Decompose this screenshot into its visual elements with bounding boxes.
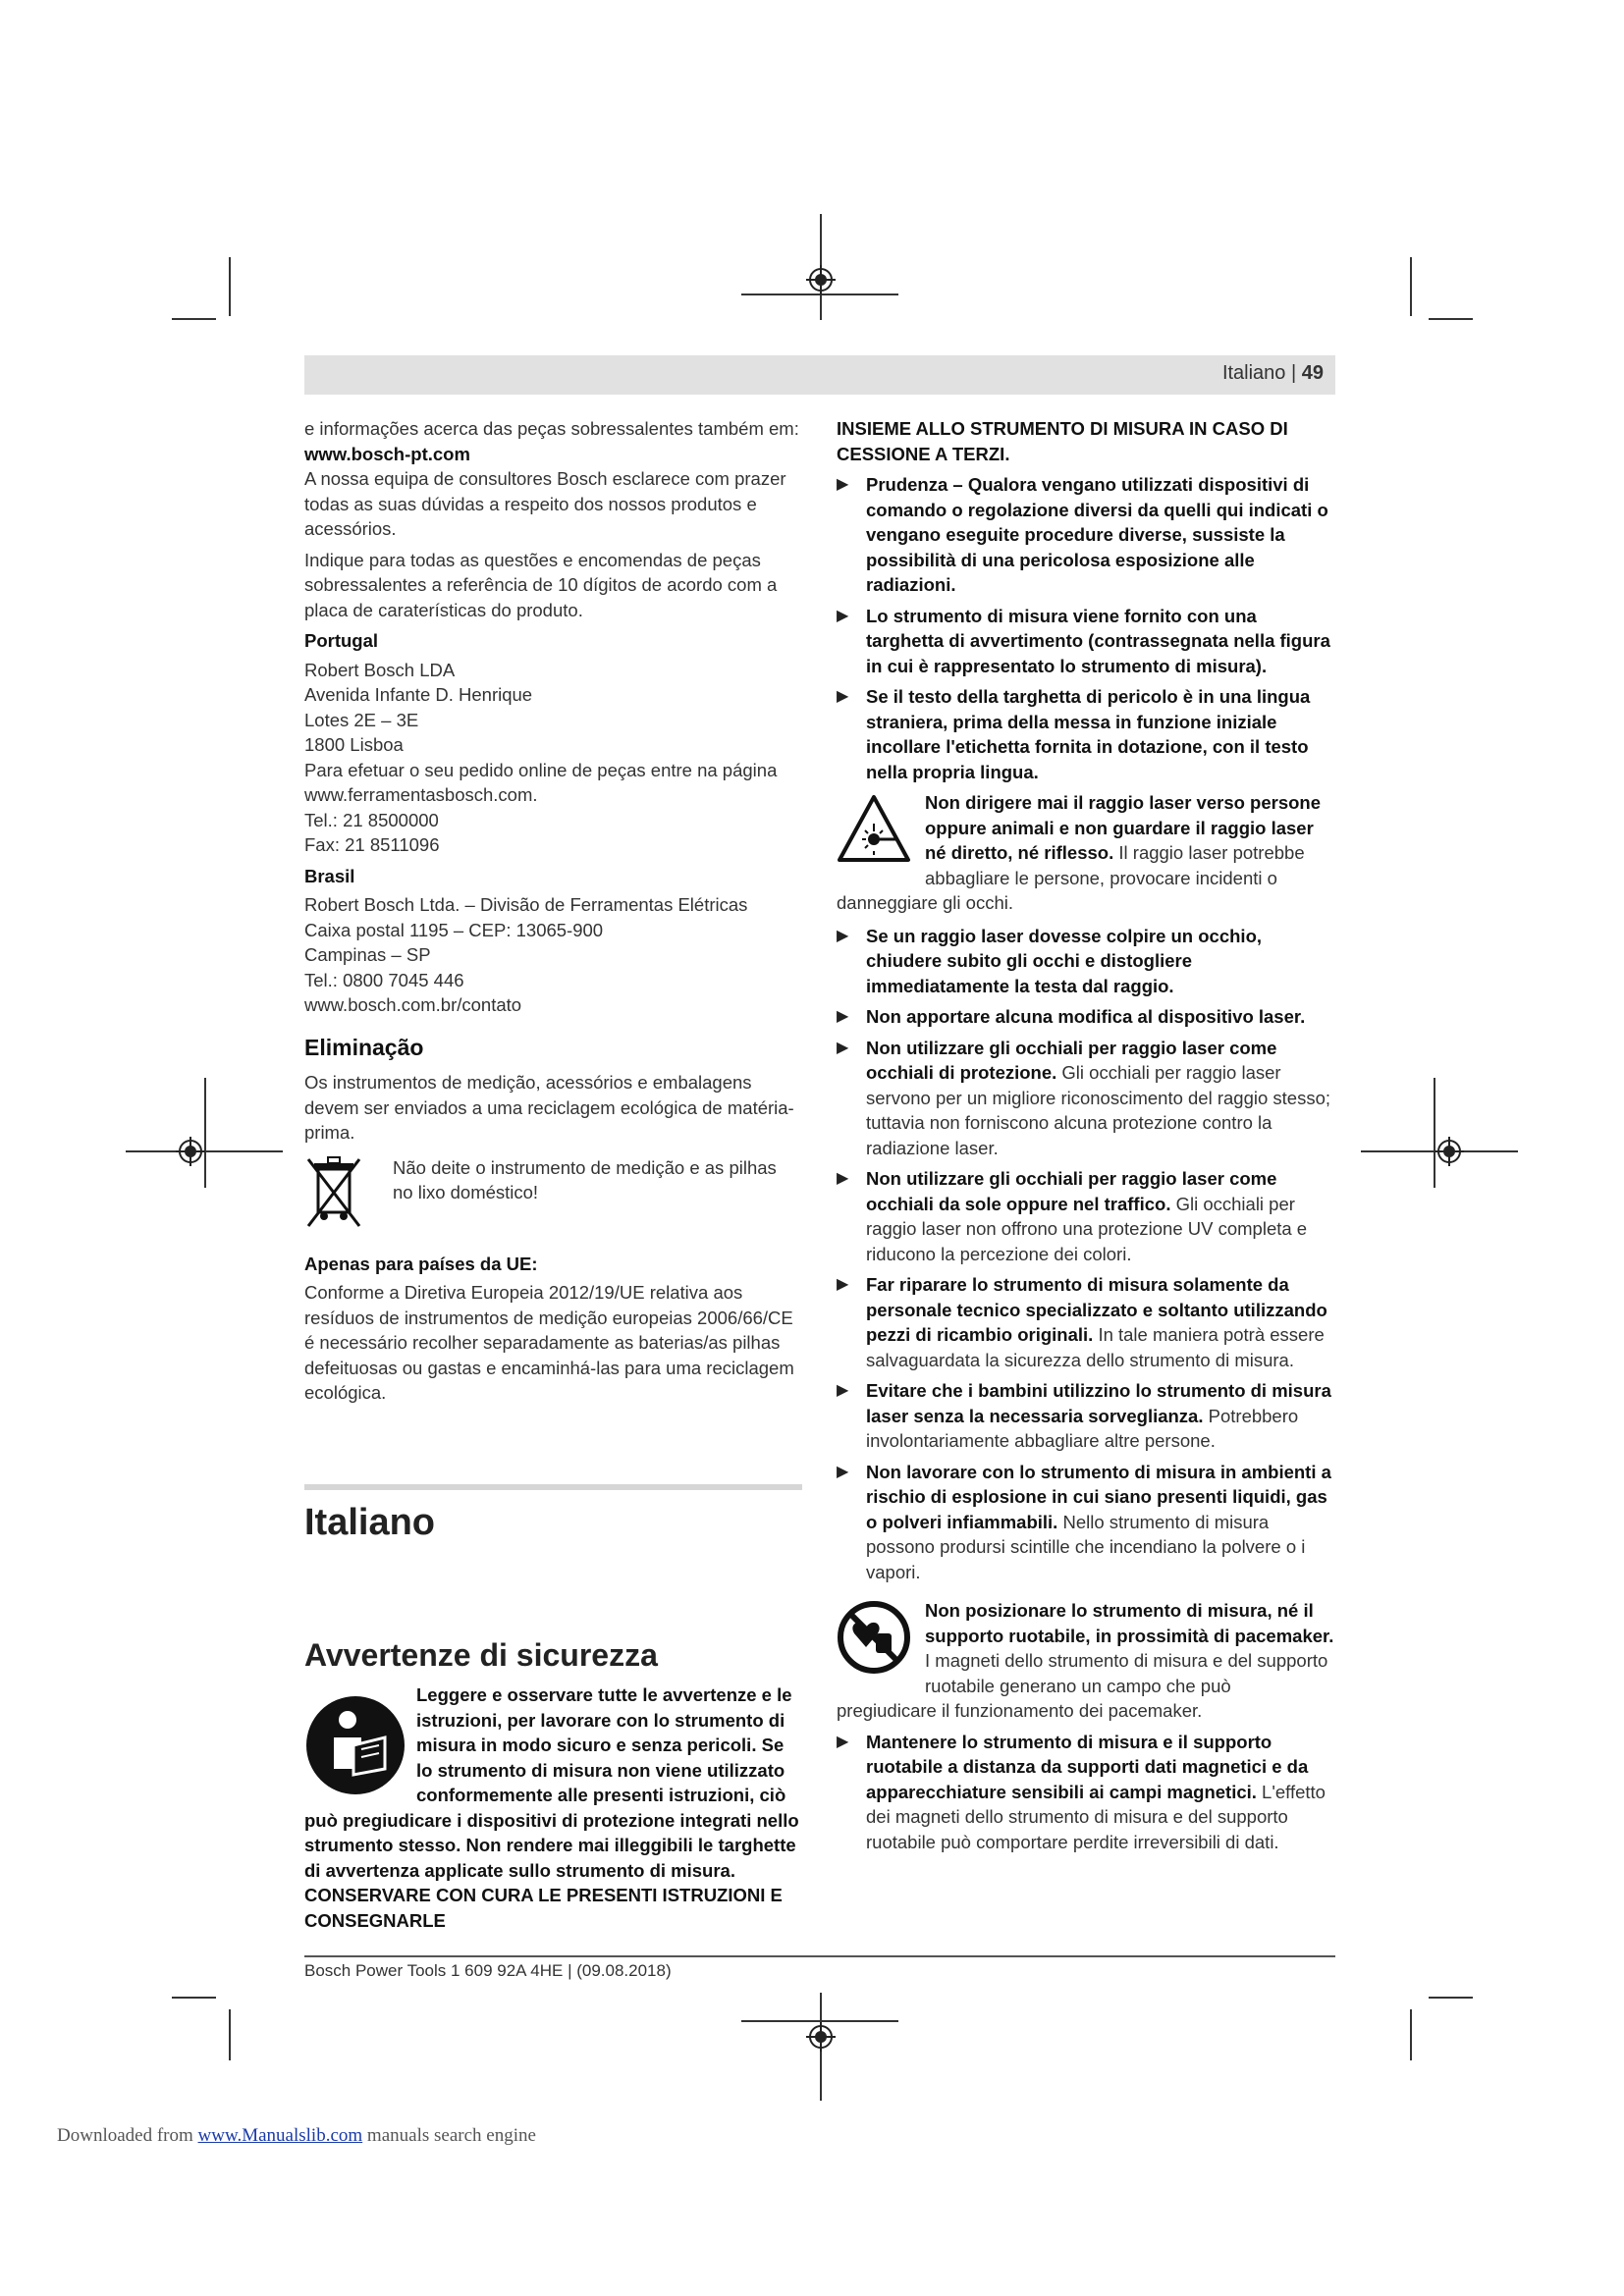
address-line: Para efetuar o seu pedido online de peças entre na página www.ferramentasbosch.com. (304, 759, 778, 805)
bullet-bold: Se il testo della targhetta di pericolo è in una lingua straniera, prima della messa in funzione iniziale incollare l'etichetta fornita in dotazione, con il testo nella propria lingua. (866, 686, 1311, 782)
bosch-pt-link[interactable]: www.bosch-pt.com (304, 443, 470, 464)
no-pacemaker-icon (837, 1600, 911, 1675)
list-item (837, 1378, 1335, 1454)
bullet-arrow-icon: ▶ (837, 607, 849, 624)
list-item (837, 1730, 1335, 1855)
laser-hazard-icon (837, 794, 911, 863)
ue-paragraph: Conforme a Diretiva Europeia 2012/19/UE relativa aos resíduos de instrumentos de medição europeias 2006/66/CE é necessário recolher separadamente as baterias/as pilhas defeituosas ou gastas e encaminhá-las para uma reciclagem ecológica. (304, 1282, 794, 1403)
header-section: Italiano (1221, 362, 1286, 384)
address-line: Lotes 2E – 3E (304, 709, 419, 730)
crop-mark (1429, 1997, 1473, 1999)
crop-mark (172, 1997, 216, 1999)
footer-rule (304, 1955, 1335, 1957)
crop-mark (229, 257, 231, 316)
left-column (304, 416, 803, 1412)
brasil-heading: Brasil (304, 865, 355, 886)
crossed-bin-icon (304, 1151, 363, 1230)
pacemaker-text: I magneti dello strumento di misura e del supporto ruotabile generano un campo che può pregiudicare il funzionamento dei pacemaker. (837, 1650, 1328, 1721)
bullet-text: L'effetto dei magneti dello strumento di misura e del supporto ruotabile può comportare perdite irreversibili di dati. (866, 1781, 1326, 1852)
crop-mark (229, 2009, 231, 2060)
eliminacao-paragraph: Os instrumentos de medição, acessórios e embalagens devem ser enviados a uma reciclagem ecológica de matéria-prima. (304, 1072, 794, 1143)
bullet-arrow-icon: ▶ (837, 688, 849, 705)
bullet-text: In tale maniera potrà essere salvaguardata la sicurezza dello strumento di misura. (866, 1324, 1325, 1370)
bullet-bold: Non apportare alcuna modifica al dispositivo laser. (866, 1006, 1306, 1027)
list-item (837, 1004, 1335, 1030)
address-line: www.bosch.com.br/contato (304, 994, 522, 1015)
bullet-arrow-icon: ▶ (837, 1733, 849, 1750)
bullet-arrow-icon: ▶ (837, 476, 849, 493)
list-item (837, 1460, 1335, 1585)
bullet-arrow-icon: ▶ (837, 927, 849, 944)
list-item (837, 924, 1335, 999)
download-note (57, 2125, 536, 2147)
crop-mark (172, 318, 216, 320)
page-header (304, 355, 1335, 395)
bullet-text: Nello strumento di misura possono prodursi scintille che incendiano la polvere o i vapori. (866, 1511, 1306, 1582)
address-line: Avenida Infante D. Henrique (304, 684, 533, 705)
list-item (837, 1166, 1335, 1266)
spare-parts-paragraph: Indique para todas as questões e encomendas de peças sobressalentes a referência de 10 dígitos de acordo com a placa de caraterísticas do produto. (304, 549, 778, 620)
laser-warning-text: Il raggio laser potrebbe abbagliare le persone, provocare incidenti o danneggiare gli occhi. (837, 842, 1305, 913)
laser-warning-bold: Non dirigere mai il raggio laser verso persone oppure animali e non guardare il raggio laser né diretto, né riflesso. (925, 792, 1322, 863)
bullet-bold: Evitare che i bambini utilizzino lo strumento di misura laser senza la necessaria sorveglianza. (866, 1380, 1331, 1426)
address-line: Caixa postal 1195 – CEP: 13065-900 (304, 919, 604, 940)
download-prefix: Downloaded from (57, 2125, 198, 2146)
address-line: Robert Bosch LDA (304, 659, 456, 680)
bullet-bold: Lo strumento di misura viene fornito con una targhetta di avvertimento (contrassegnata nella figura in cui è rappresentato lo strumento di misura). (866, 605, 1330, 676)
avvertenze-heading: Avvertenze di sicurezza (304, 1637, 658, 1673)
footer-text: Bosch Power Tools 1 609 92A 4HE | (09.08.2018) (304, 1961, 672, 1980)
registration-mark-icon (176, 1137, 205, 1166)
crop-mark (1429, 318, 1473, 320)
cessione-text: INSIEME ALLO STRUMENTO DI MISURA IN CASO DI CESSIONE A TERZI. (837, 418, 1288, 464)
italiano-title: Italiano (304, 1502, 436, 1543)
bullet-arrow-icon: ▶ (837, 1463, 849, 1480)
bin-text: Não deite o instrumento de medição e as pilhas no lixo doméstico! (393, 1156, 777, 1202)
section-divider (304, 1484, 802, 1490)
address-line: Robert Bosch Ltda. – Divisão de Ferramentas Elétricas (304, 894, 748, 915)
address-line: Tel.: 21 8500000 (304, 809, 439, 830)
list-item (837, 1272, 1335, 1372)
address-line: 1800 Lisboa (304, 734, 404, 755)
list-item (837, 604, 1335, 679)
bullet-text: Gli occhiali per raggio laser non offrono una protezione UV completa e riducono la percezione dei colori. (866, 1193, 1308, 1264)
crop-mark (1410, 257, 1412, 316)
consultants-paragraph: A nossa equipa de consultores Bosch esclarece com prazer todas as suas dúvidas a respeito dos nossos produtos e acessórios. (304, 468, 786, 539)
disposal-notice (304, 1151, 803, 1232)
registration-mark-icon (806, 265, 836, 294)
bullet-arrow-icon: ▶ (837, 1008, 849, 1025)
manualslib-link[interactable]: www.Manualslib.com (197, 2125, 363, 2146)
address-line: Tel.: 0800 7045 446 (304, 969, 464, 990)
pacemaker-bold: Non posizionare lo strumento di misura, né il supporto ruotabile, in prossimità di pacemaker. (925, 1600, 1334, 1646)
avvertenze-block (304, 1682, 803, 1933)
address-line: Fax: 21 8511096 (304, 834, 440, 855)
bullet-bold: Non utilizzare gli occhiali per raggio laser come occhiali di protezione. (866, 1037, 1277, 1083)
bullet-bold: Mantenere lo strumento di misura e il supporto ruotabile a distanza da supporti dati magnetici e da apparecchiature sensibili ai campi magnetici. (866, 1731, 1309, 1802)
bullet-text: Gli occhiali per raggio laser servono per un migliore riconoscimento del raggio stesso; tuttavia non forniscono alcuna protezione contro la radiazione laser. (866, 1062, 1331, 1158)
bullet-bold: Se un raggio laser dovesse colpire un occhio, chiudere subito gli occhi e distogliere immediatamente la testa dal raggio. (866, 925, 1263, 996)
right-column (837, 416, 1335, 1860)
crop-mark (1434, 1078, 1435, 1188)
page-number: 49 (1301, 362, 1324, 384)
bullet-bold: Non lavorare con lo strumento di misura in ambienti a rischio di esplosione in cui siano presenti liquidi, gas o polveri infiammabili. (866, 1461, 1331, 1532)
crop-mark (1410, 2009, 1412, 2060)
portugal-heading: Portugal (304, 630, 379, 651)
address-line: Campinas – SP (304, 944, 431, 965)
download-suffix: manuals search engine (362, 2125, 536, 2146)
portugal-address (304, 658, 803, 858)
bullet-bold: Prudenza – Qualora vengano utilizzati dispositivi di comando o regolazione diversi da quelli qui indicati o vengano eseguite procedure diverse, sussiste la possibilità di una pericolosa esposizione alle radiazioni. (866, 474, 1328, 595)
registration-mark-icon (1435, 1137, 1464, 1166)
crop-mark (204, 1078, 206, 1188)
eliminacao-heading: Eliminação (304, 1034, 424, 1060)
list-item (837, 472, 1335, 598)
pacemaker-warning (837, 1598, 1335, 1724)
intro-line: e informações acerca das peças sobressalentes também em: (304, 418, 799, 439)
ue-heading: Apenas para países da UE: (304, 1253, 538, 1274)
bullet-arrow-icon: ▶ (837, 1276, 849, 1293)
list-item (837, 1036, 1335, 1161)
bullet-arrow-icon: ▶ (837, 1039, 849, 1056)
avvertenze-text: Leggere e osservare tutte le avvertenze e le istruzioni, per lavorare con lo strumento di misura in modo sicuro e senza pericoli. Se lo strumento di misura non viene utilizzato conformemente alle presenti istruzioni, ciò può pregiudicare i dispositivi di protezione integrati nello strumento stesso. Non rendere mai illeggibili le targhette di avvertenza applicate sullo strumento di misura. CONSERVARE CON CURA LE PRESENTI ISTRUZIONI E CONSEGNARLE (304, 1684, 799, 1931)
list-item (837, 684, 1335, 784)
bullet-arrow-icon: ▶ (837, 1170, 849, 1187)
header-label: Italiano | 49 (1221, 362, 1324, 384)
brasil-address (304, 892, 803, 1018)
bullet-arrow-icon: ▶ (837, 1382, 849, 1399)
registration-mark-icon (806, 2022, 836, 2052)
bullet-text: Potrebbero involontariamente abbagliare altre persone. (866, 1405, 1299, 1451)
laser-warning (837, 790, 1335, 916)
bullet-bold: Far riparare lo strumento di misura solamente da personale tecnico specializzato e soltanto utilizzando pezzi di ricambio originali. (866, 1274, 1327, 1345)
bullet-bold: Non utilizzare gli occhiali per raggio laser come occhiali da sole oppure nel traffico. (866, 1168, 1277, 1214)
